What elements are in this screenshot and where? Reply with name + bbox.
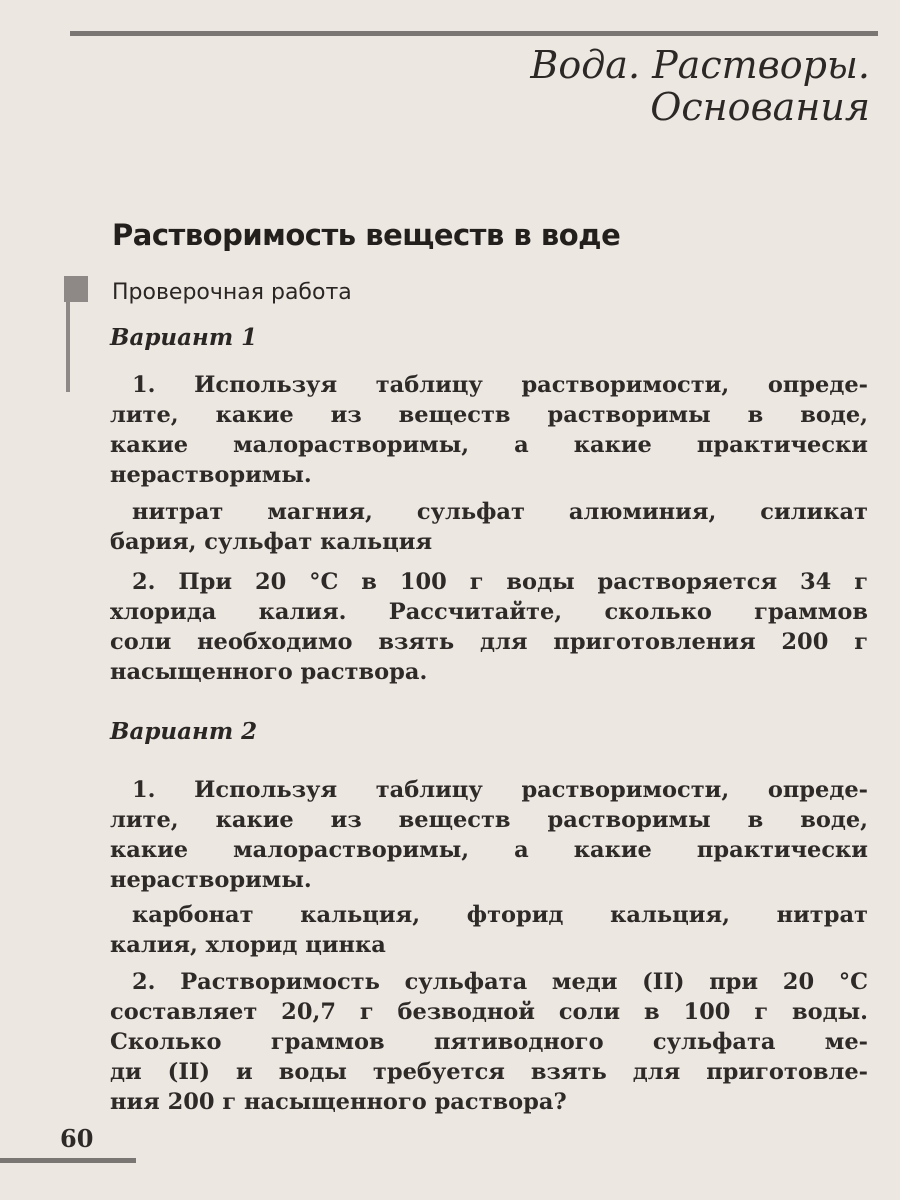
variant-1-task-1 [110, 370, 868, 490]
text-line: насыщенного раствора. [110, 659, 428, 685]
text-line: нитрат магния, сульфат алюминия, силикат [132, 499, 868, 525]
text-line: калия, хлорид цинка [110, 932, 386, 958]
top-rule [70, 31, 878, 36]
text-line: 2. Растворимость сульфата меди (II) при 20 °C [132, 969, 868, 995]
text-line: нерастворимы. [110, 462, 312, 488]
text-line: соли необходимо взять для приготовления 200 г [110, 629, 868, 655]
text-line: лите, какие из веществ растворимы в воде, [110, 402, 868, 428]
page-number: 60 [60, 1124, 94, 1153]
variant-2-title: Вариант 2 [110, 718, 258, 745]
text-line: какие малорастворимы, а какие практически [110, 837, 868, 863]
text-line: бария, сульфат кальция [110, 529, 433, 555]
subsection-marker-line [66, 300, 70, 392]
text-line: ния 200 г насыщенного раствора? [110, 1089, 567, 1115]
variant-2-task-1 [110, 775, 868, 895]
text-line: составляет 20,7 г безводной соли в 100 г воды. [110, 999, 868, 1025]
variant-2-task-2 [110, 967, 868, 1117]
variant-1-title: Вариант 1 [110, 324, 258, 351]
subsection-title: Проверочная работа [112, 280, 352, 305]
subsection-marker [64, 276, 88, 302]
bottom-rule [0, 1158, 136, 1163]
text-line: Сколько граммов пятиводного сульфата ме- [110, 1029, 868, 1055]
text-line: 2. При 20 °C в 100 г воды растворяется 34 г [132, 569, 868, 595]
chapter-title [530, 44, 870, 128]
variant-1-substances [110, 497, 868, 557]
chapter-title-line-2: Основания [650, 85, 870, 129]
text-line: хлорида калия. Рассчитайте, сколько граммов [110, 599, 868, 625]
text-line: какие малорастворимы, а какие практически [110, 432, 868, 458]
text-line: ди (II) и воды требуется взять для приготовле- [110, 1059, 868, 1085]
chapter-title-line-1: Вода. Растворы. [530, 43, 870, 87]
text-line: карбонат кальция, фторид кальция, нитрат [132, 902, 868, 928]
section-title: Растворимость веществ в воде [112, 218, 621, 252]
variant-2-substances [110, 900, 868, 960]
text-line: нерастворимы. [110, 867, 312, 893]
text-line: 1. Используя таблицу растворимости, опреде- [132, 372, 868, 398]
text-line: 1. Используя таблицу растворимости, опреде- [132, 777, 868, 803]
text-line: лите, какие из веществ растворимы в воде, [110, 807, 868, 833]
variant-1-task-2 [110, 567, 868, 687]
